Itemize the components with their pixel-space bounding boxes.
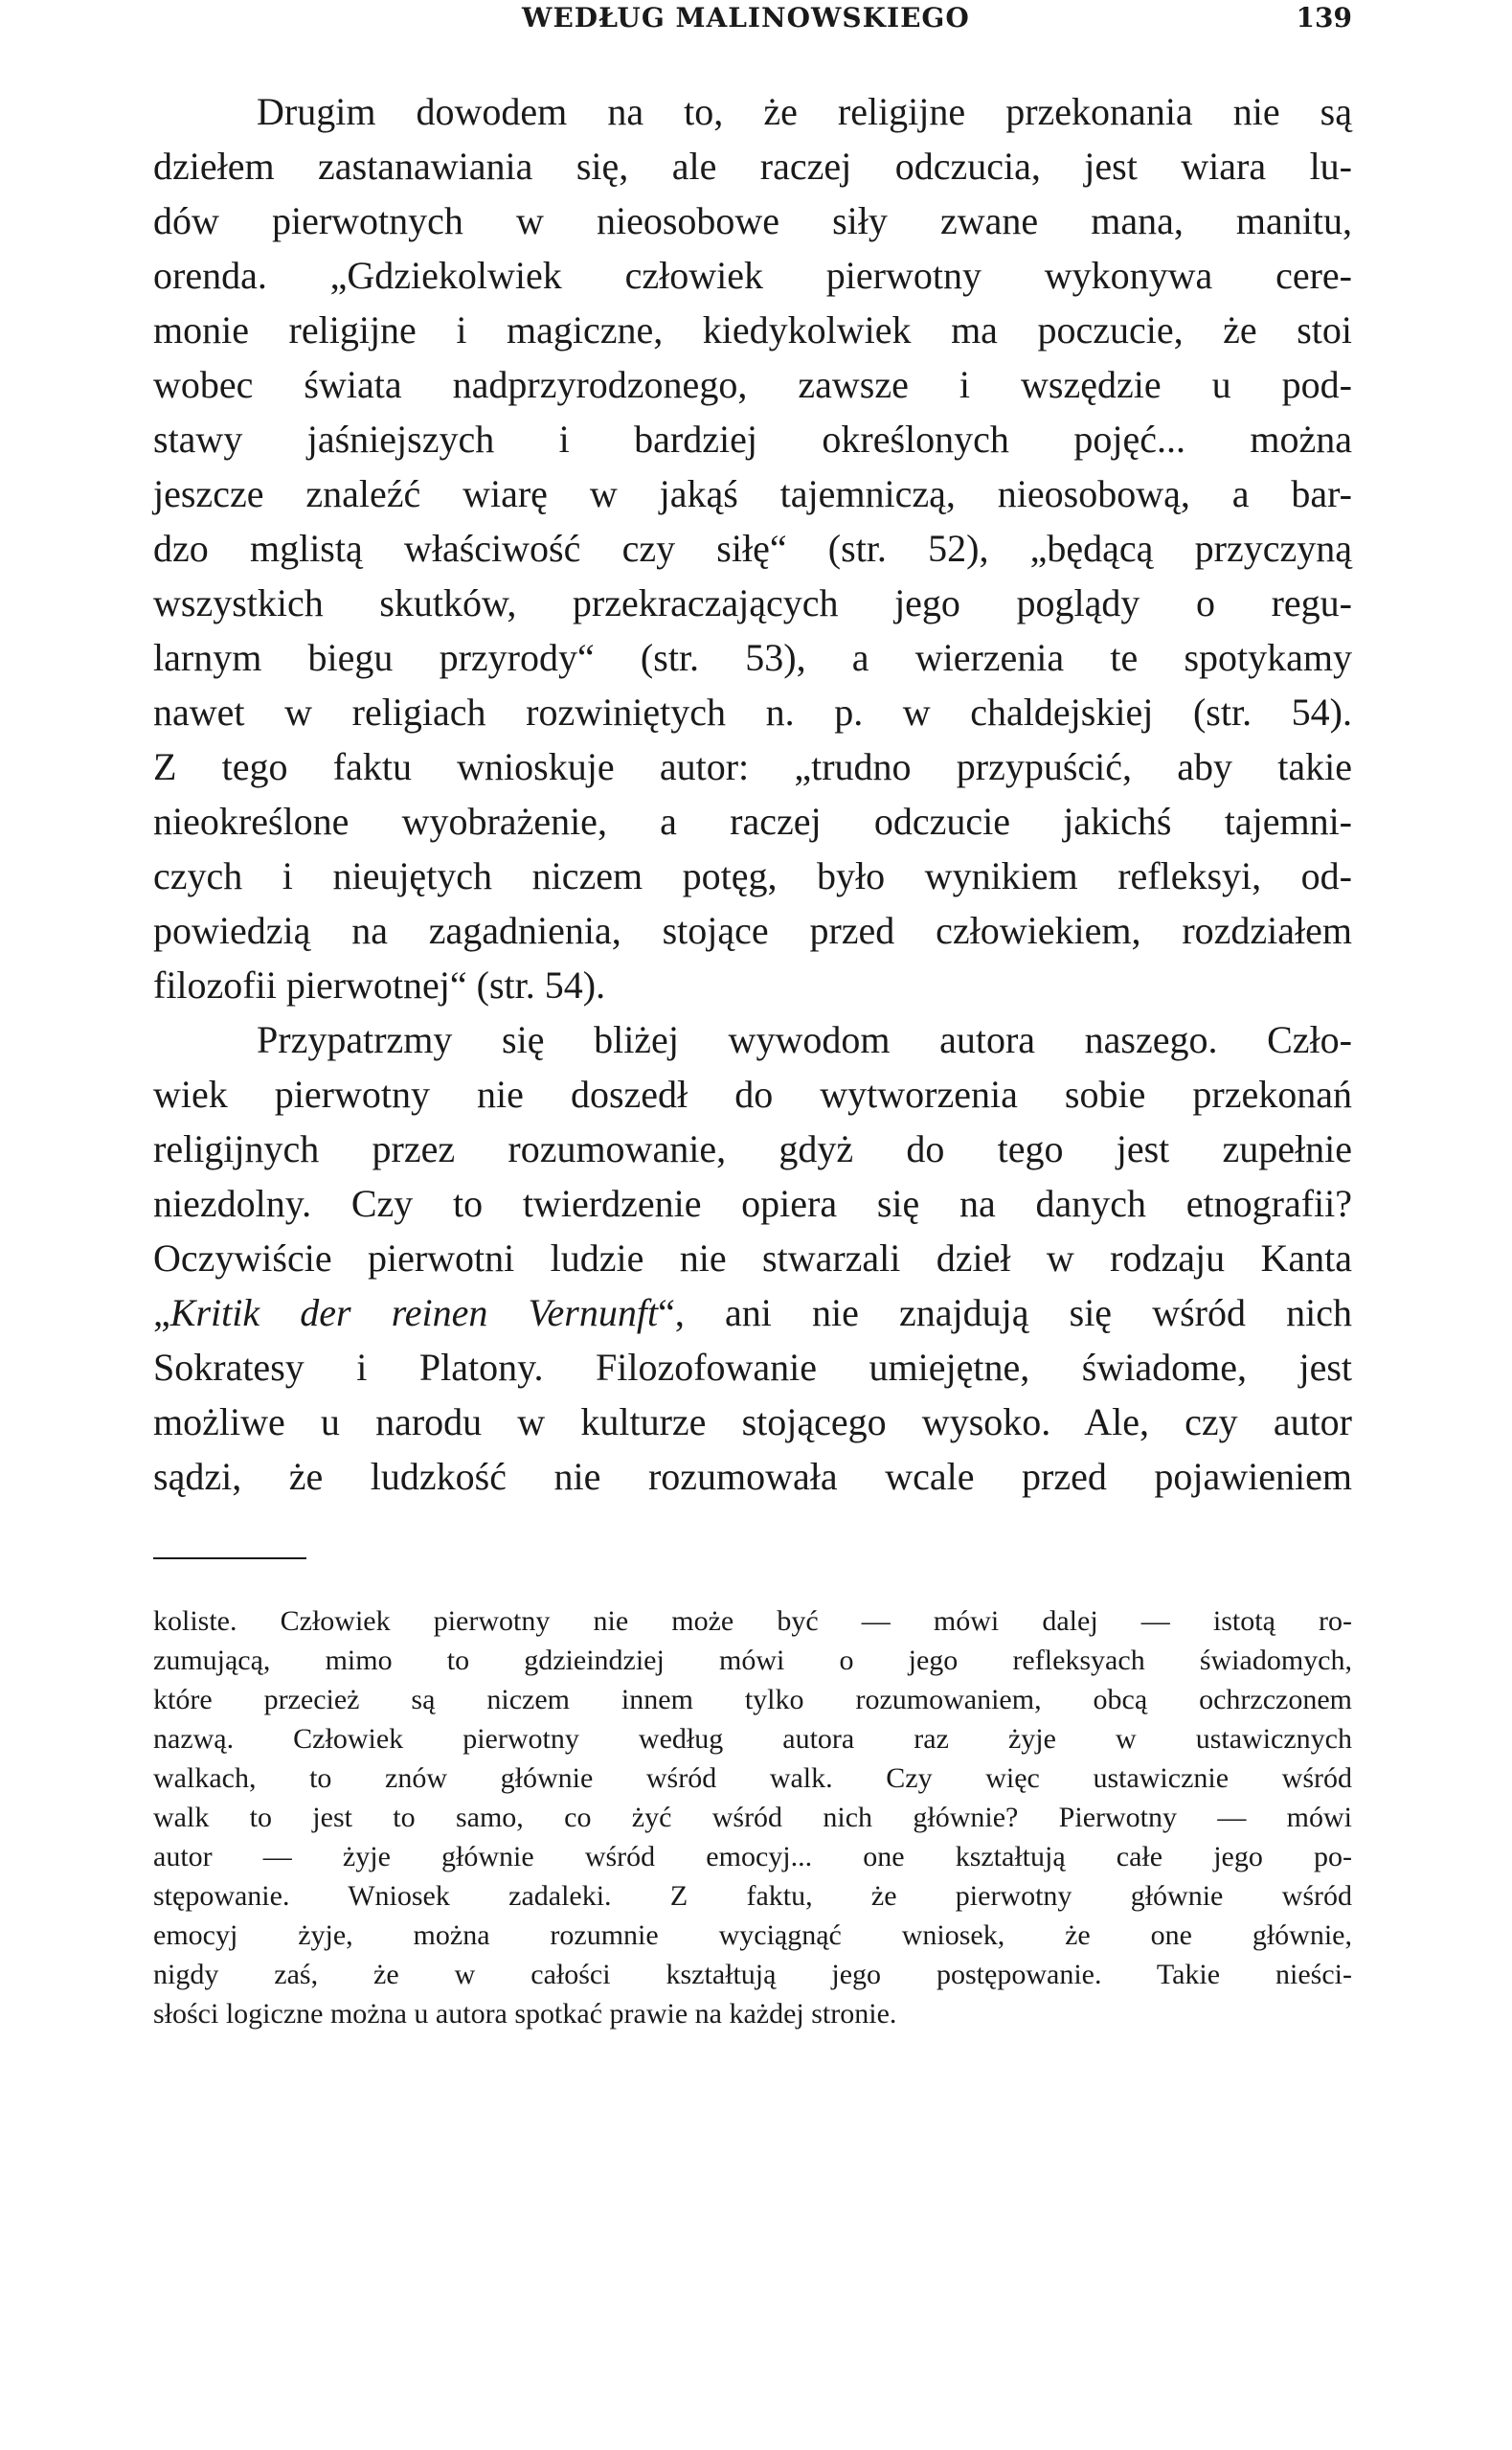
- text-line: larnym biegu przyrody“ (str. 53), a wierzenia te spotykamy: [153, 636, 1352, 679]
- footnote-line: które przecież są niczem innem tylko rozumowaniem, obcą ochrzczonem: [153, 1684, 1352, 1715]
- text-line: religijnych przez rozumowanie, gdyż do tego jest zupełnie: [153, 1127, 1352, 1170]
- text-line: stawy jaśniejszych i bardziej określonych pojęć... można: [153, 418, 1352, 461]
- text-line: Przypatrzmy się bliżej wywodom autora naszego. Czło-: [257, 1018, 1352, 1061]
- text-line: powiedzią na zagadnienia, stojące przed człowiekiem, rozdziałem: [153, 909, 1352, 952]
- text-line: jeszcze znaleźć wiarę w jakąś tajemniczą, nieosobową, a bar-: [153, 472, 1352, 515]
- footnote-line: walk to jest to samo, co żyć wśród nich głównie? Pierwotny — mówi: [153, 1802, 1352, 1833]
- text-line: dów pierwotnych w nieosobowe siły zwane mana, manitu,: [153, 199, 1352, 242]
- text-line: sądzi, że ludzkość nie rozumowała wcale przed pojawieniem: [153, 1455, 1352, 1498]
- footnote-line: walkach, to znów głównie wśród walk. Czy więc ustawicznie wśród: [153, 1762, 1352, 1794]
- footnote-line: autor — żyje głównie wśród emocyj... one kształtują całe jego po-: [153, 1841, 1352, 1872]
- text-line: możliwe u narodu w kulturze stojącego wysoko. Ale, czy autor: [153, 1400, 1352, 1443]
- text-line: niezdolny. Czy to twierdzenie opiera się na danych etnografii?: [153, 1182, 1352, 1225]
- text-line: wobec świata nadprzyrodzonego, zawsze i wszędzie u pod-: [153, 363, 1352, 406]
- running-head: [153, 2, 1352, 40]
- text-line: wiek pierwotny nie doszedł do wytworzenia sobie przekonań: [153, 1073, 1352, 1116]
- footnote-line: koliste. Człowiek pierwotny nie może być — mówi dalej — istotą ro-: [153, 1605, 1352, 1637]
- text-line: nieokreślone wyobrażenie, a raczej odczucie jakichś tajemni-: [153, 800, 1352, 843]
- footnote-rule: [153, 1557, 306, 1559]
- text-line: dzo mglistą właściwość czy siłę“ (str. 52), „będącą przyczyną: [153, 527, 1352, 570]
- text-line: orenda. „Gdziekolwiek człowiek pierwotny wykonywa cere-: [153, 254, 1352, 297]
- page-number: 139: [1296, 2, 1352, 34]
- running-title: WEDŁUG MALINOWSKIEGO: [522, 2, 970, 34]
- footnote-line: stępowanie. Wniosek zadaleki. Z faktu, że pierwotny głównie wśród: [153, 1880, 1352, 1912]
- open-quote: „: [153, 1291, 170, 1334]
- text-line: czych i nieujętych niczem potęg, było wynikiem refleksyi, od-: [153, 854, 1352, 897]
- footnote-line: nazwą. Człowiek pierwotny według autora raz żyje w ustawicznych: [153, 1723, 1352, 1755]
- book-title: Kritik der reinen Vernunft: [169, 1291, 659, 1334]
- footnote-line: nigdy zaś, że w całości kształtują jego postępowanie. Takie nieści-: [153, 1959, 1352, 1990]
- text-line: Sokratesy i Platony. Filozofowanie umiejętne, świadome, jest: [153, 1346, 1352, 1389]
- text-line-rest: “, ani nie znajdują się wśród nich: [658, 1291, 1352, 1334]
- text-line: monie religijne i magiczne, kiedykolwiek ma poczucie, że stoi: [153, 308, 1352, 352]
- text-line: dziełem zastanawiania się, ale raczej odczucia, jest wiara lu-: [153, 145, 1352, 188]
- footnote-line: słości logiczne można u autora spotkać prawie na każdej stronie.: [153, 1998, 897, 2030]
- text-line: Oczywiście pierwotni ludzie nie stwarzali dzieł w rodzaju Kanta: [153, 1236, 1352, 1280]
- text-line: nawet w religiach rozwiniętych n. p. w chaldejskiej (str. 54).: [153, 691, 1352, 734]
- text-line: Drugim dowodem na to, że religijne przekonania nie są: [257, 90, 1352, 133]
- footnote-line: zumującą, mimo to gdzieindziej mówi o jego refleksyach świadomych,: [153, 1645, 1352, 1676]
- footnote-line: emocyj żyje, można rozumnie wyciągnąć wniosek, że one głównie,: [153, 1919, 1352, 1951]
- paragraph-2: [153, 1012, 1352, 1504]
- text-line: wszystkich skutków, przekraczających jego poglądy o regu-: [153, 581, 1352, 624]
- body-text: [153, 84, 1352, 1504]
- text-line: Z tego faktu wnioskuje autor: „trudno przypuścić, aby takie: [153, 745, 1352, 788]
- text-line: filozofii pierwotnej“ (str. 54).: [153, 964, 606, 1007]
- paragraph-1: [153, 84, 1352, 1012]
- text-line: [153, 1285, 1352, 1340]
- footnote: [153, 1601, 1352, 2033]
